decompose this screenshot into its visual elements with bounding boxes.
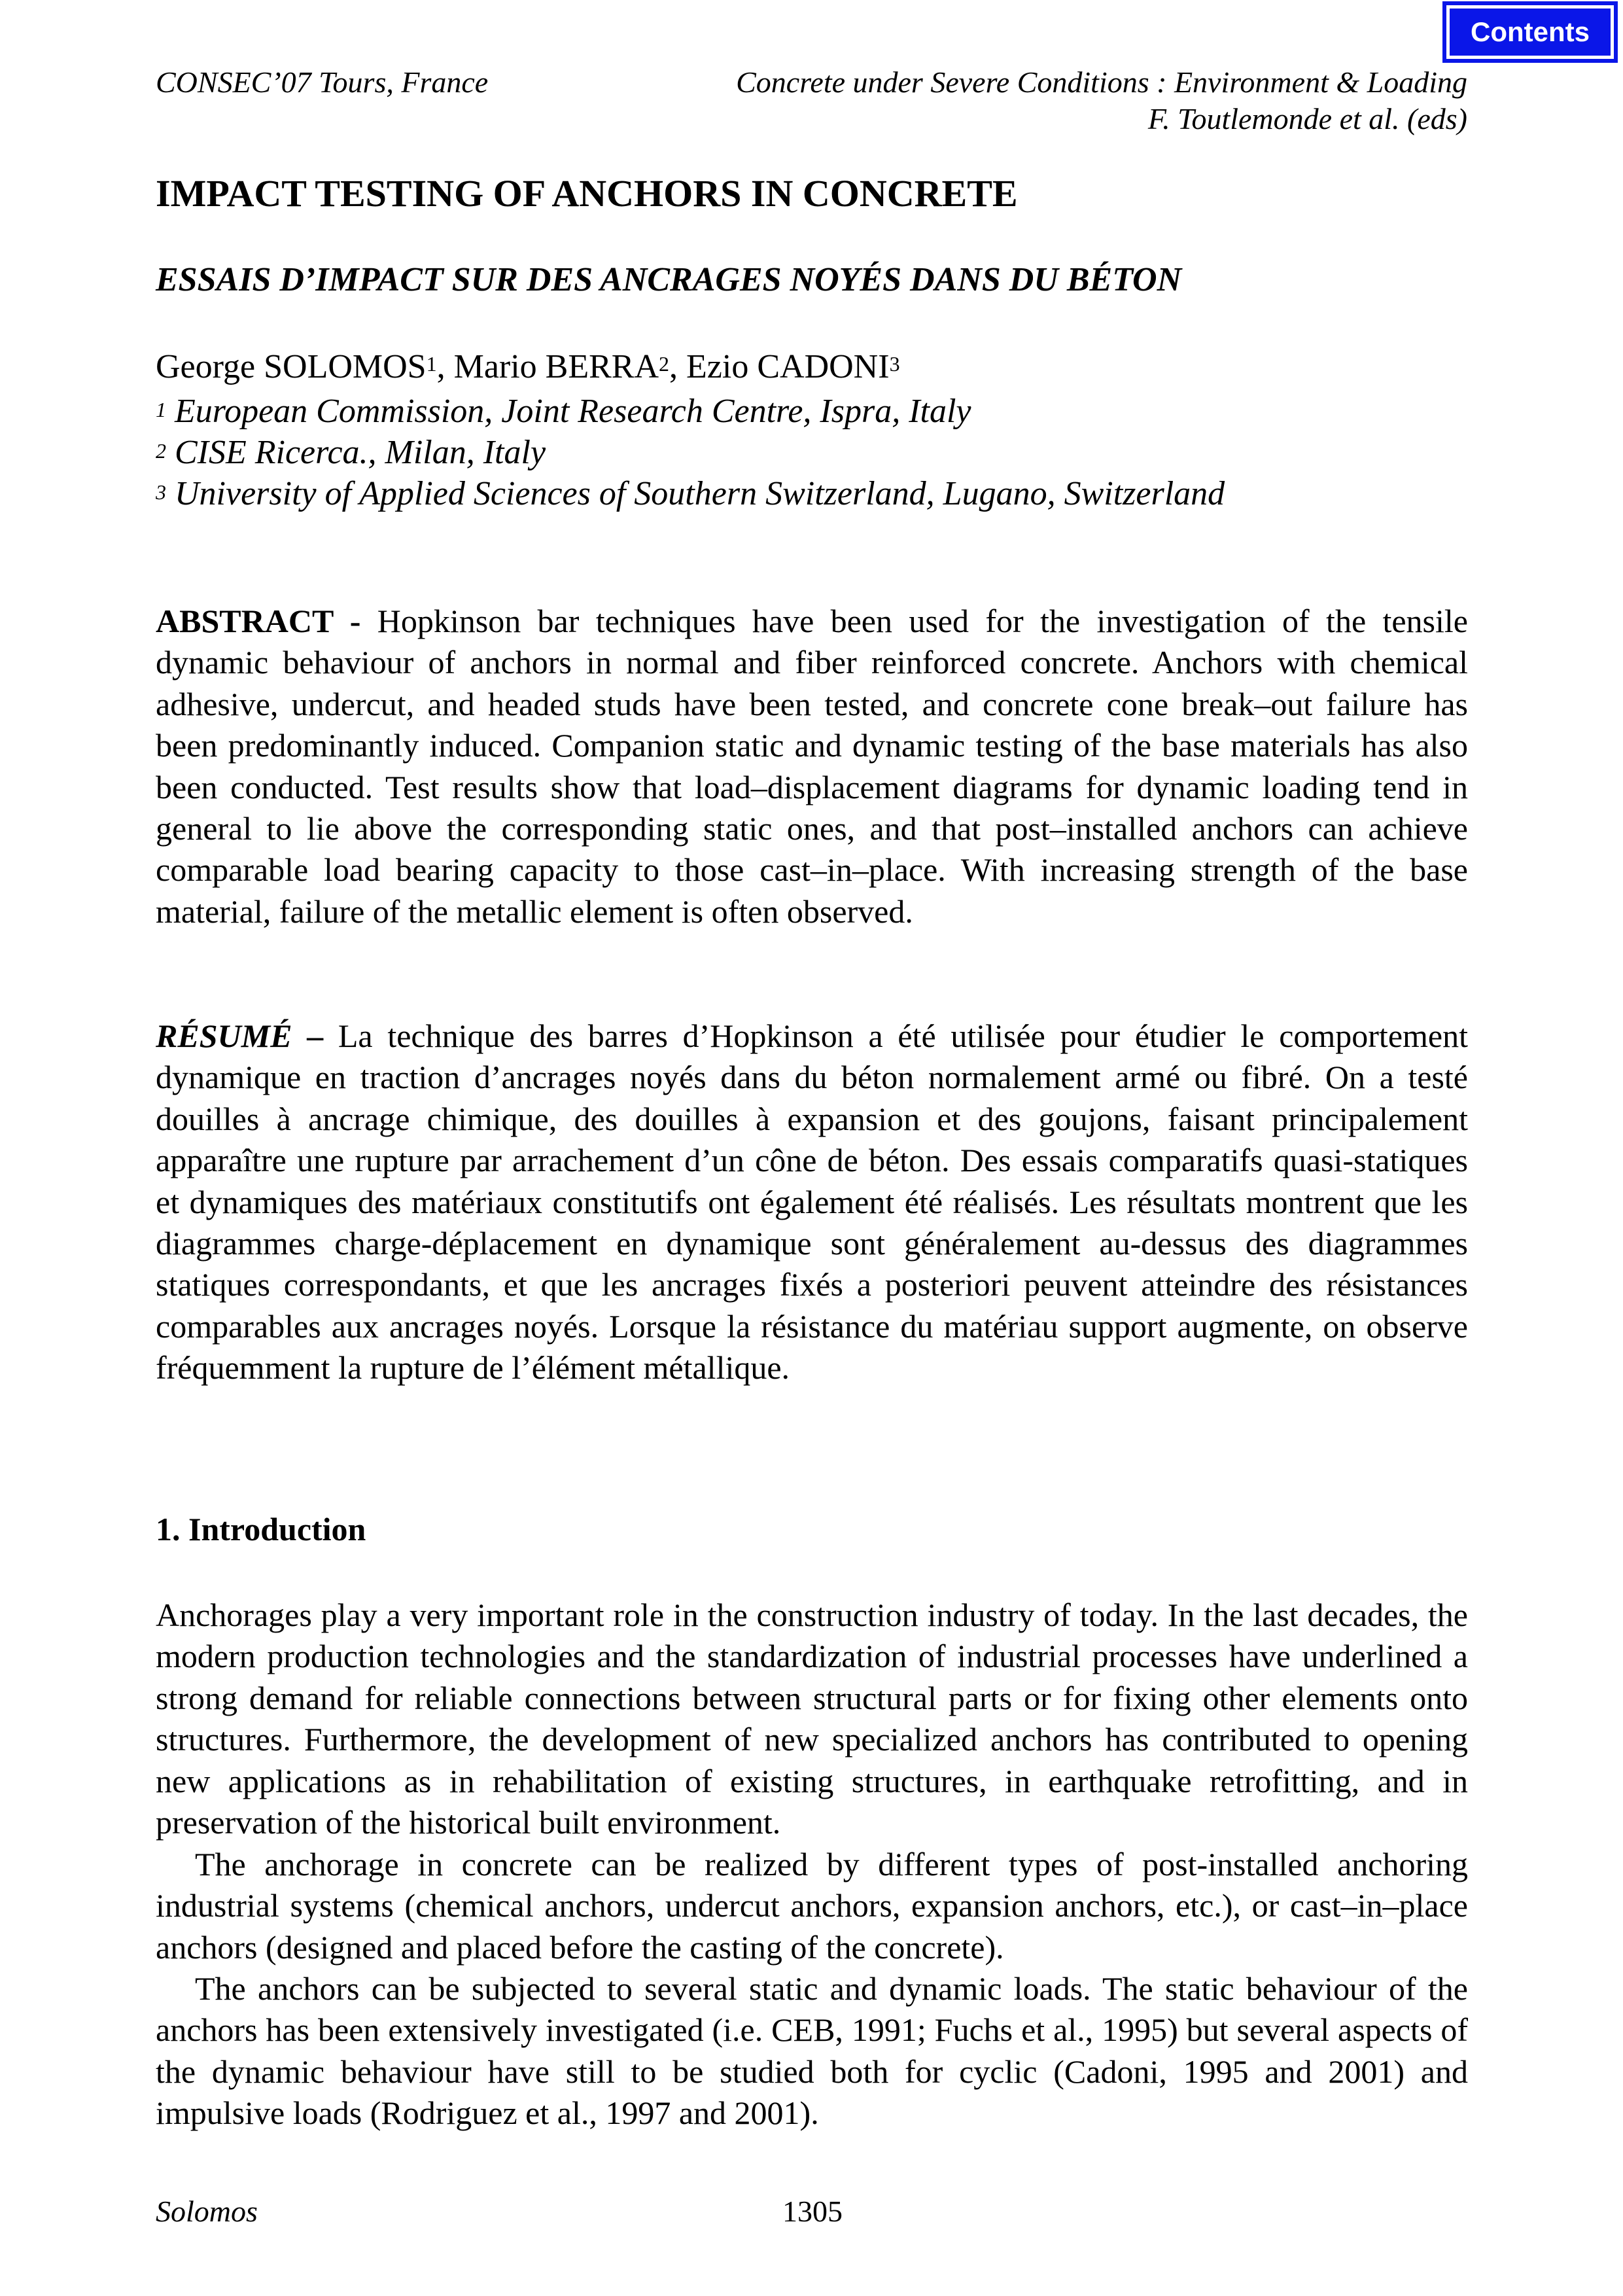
author-list — [156, 347, 900, 391]
resume-label: RÉSUMÉ — [156, 1017, 292, 1054]
author-affiliation-mark: 2 — [659, 352, 670, 376]
proceedings-header — [551, 64, 1467, 137]
proceedings-editors: F. Toutlemonde et al. (eds) — [1147, 102, 1467, 135]
resume-text: La technique des barres d’Hopkinson a été utilisée pour étudier le comportement dynamique en traction d’ancrages noyés dans du béton normalement armé ou fibré. On a testé douilles à ancrage chimique, des douilles à expansion et des goujons, faisant principalement apparaître une rupture par arrachement d’un cône de béton. Des essais comparatifs quasi-statiques et dynamiques des matériaux constitutifs ont également été réalisés. Les résultats montrent que les diagrammes charge-déplacement en dynamique sont généralement au-dessus des diagrammes statiques correspondants, et que les ancrages fixés a posteriori peuvent atteindre des résistances comparables aux ancrages noyés. Lorsque la résistance du matériau support augmente, on observe fréquemment la rupture de l’élément métallique. — [156, 1017, 1468, 1386]
author-affiliation-mark: 1 — [426, 352, 437, 376]
contents-button[interactable]: Contents — [1442, 1, 1618, 63]
proceedings-title: Concrete under Severe Conditions : Environment & Loading — [736, 65, 1467, 99]
footer-author: Solomos — [156, 2195, 258, 2228]
author-name: Mario BERRA — [453, 348, 659, 385]
section-heading: 1. Introduction — [156, 1511, 366, 1547]
affiliation-text: University of Applied Sciences of Southern Switzerland, Lugano, Switzerland — [175, 475, 1225, 512]
affiliation-mark: 3 — [156, 480, 166, 504]
body-paragraph: The anchors can be subjected to several static and dynamic loads. The static behaviour of the anchors has been extensively investigated (i.e. CEB, 1991; Fuchs et al., 1995) but several aspects of the dynamic behaviour have still to be studied both for cyclic (Cadoni, 1995 and 2001) and impulsive loads (Rodriguez et al., 1997 and 2001). — [156, 1970, 1468, 2132]
author-name: Ezio CADONI — [686, 348, 890, 385]
body-paragraph: The anchorage in concrete can be realized by different types of post-installed anchoring industrial systems (chemical anchors, undercut anchors, expansion anchors, etc.), or cast–in–place anchors (designed and placed before the casting of the concrete). — [156, 1846, 1468, 1966]
resume-paragraph — [156, 1016, 1468, 1389]
conference-header: CONSEC’07 Tours, France — [156, 65, 489, 99]
paper-title: IMPACT TESTING OF ANCHORS IN CONCRETE — [156, 172, 1018, 215]
body-paragraph: Anchorages play a very important role in the construction industry of today. In the last decades, the modern production technologies and the standardization of industrial processes have underlined a strong demand for reliable connections between structural parts or for fixing other elements onto structures. Furthermore, the development of new specialized anchors has contributed to opening new applications as in rehabilitation of existing structures, in earthquake retrofitting, and in preservation of the historical built environment. — [156, 1597, 1468, 1841]
affiliation — [156, 391, 971, 435]
author-affiliation-mark: 3 — [889, 352, 900, 376]
affiliation-text: CISE Ricerca., Milan, Italy — [175, 434, 546, 471]
abstract-paragraph — [156, 601, 1468, 932]
author-separator: , — [436, 348, 454, 385]
affiliation-mark: 2 — [156, 439, 166, 463]
page-number: 1305 — [782, 2195, 843, 2228]
abstract-text: Hopkinson bar techniques have been used for the investigation of the tensile dynamic behaviour of anchors in normal and fiber reinforced concrete. Anchors with chemical adhesive, undercut, and headed studs have been tested, and concrete cone break–out failure has been predominantly induced. Companion static and dynamic testing of the base materials has also been conducted. Test results show that load–displacement diagrams for dynamic loading tend in general to lie above the corresponding static ones, and that post–installed anchors can achieve comparable load bearing capacity to those cast–in–place. With increasing strength of the base material, failure of the metallic element is often observed. — [156, 603, 1468, 930]
abstract-label: ABSTRACT - — [156, 603, 361, 639]
affiliation-text: European Commission, Joint Research Centre, Ispra, Italy — [175, 393, 971, 430]
author-separator: , — [669, 348, 687, 385]
affiliation — [156, 474, 1225, 518]
author-name: George SOLOMOS — [156, 348, 427, 385]
affiliation-mark: 1 — [156, 398, 166, 421]
resume-dash: – — [307, 1017, 324, 1054]
affiliation — [156, 433, 546, 476]
paper-subtitle-french: ESSAIS D’IMPACT SUR DES ANCRAGES NOYÉS DANS DU BÉTON — [156, 261, 1182, 298]
